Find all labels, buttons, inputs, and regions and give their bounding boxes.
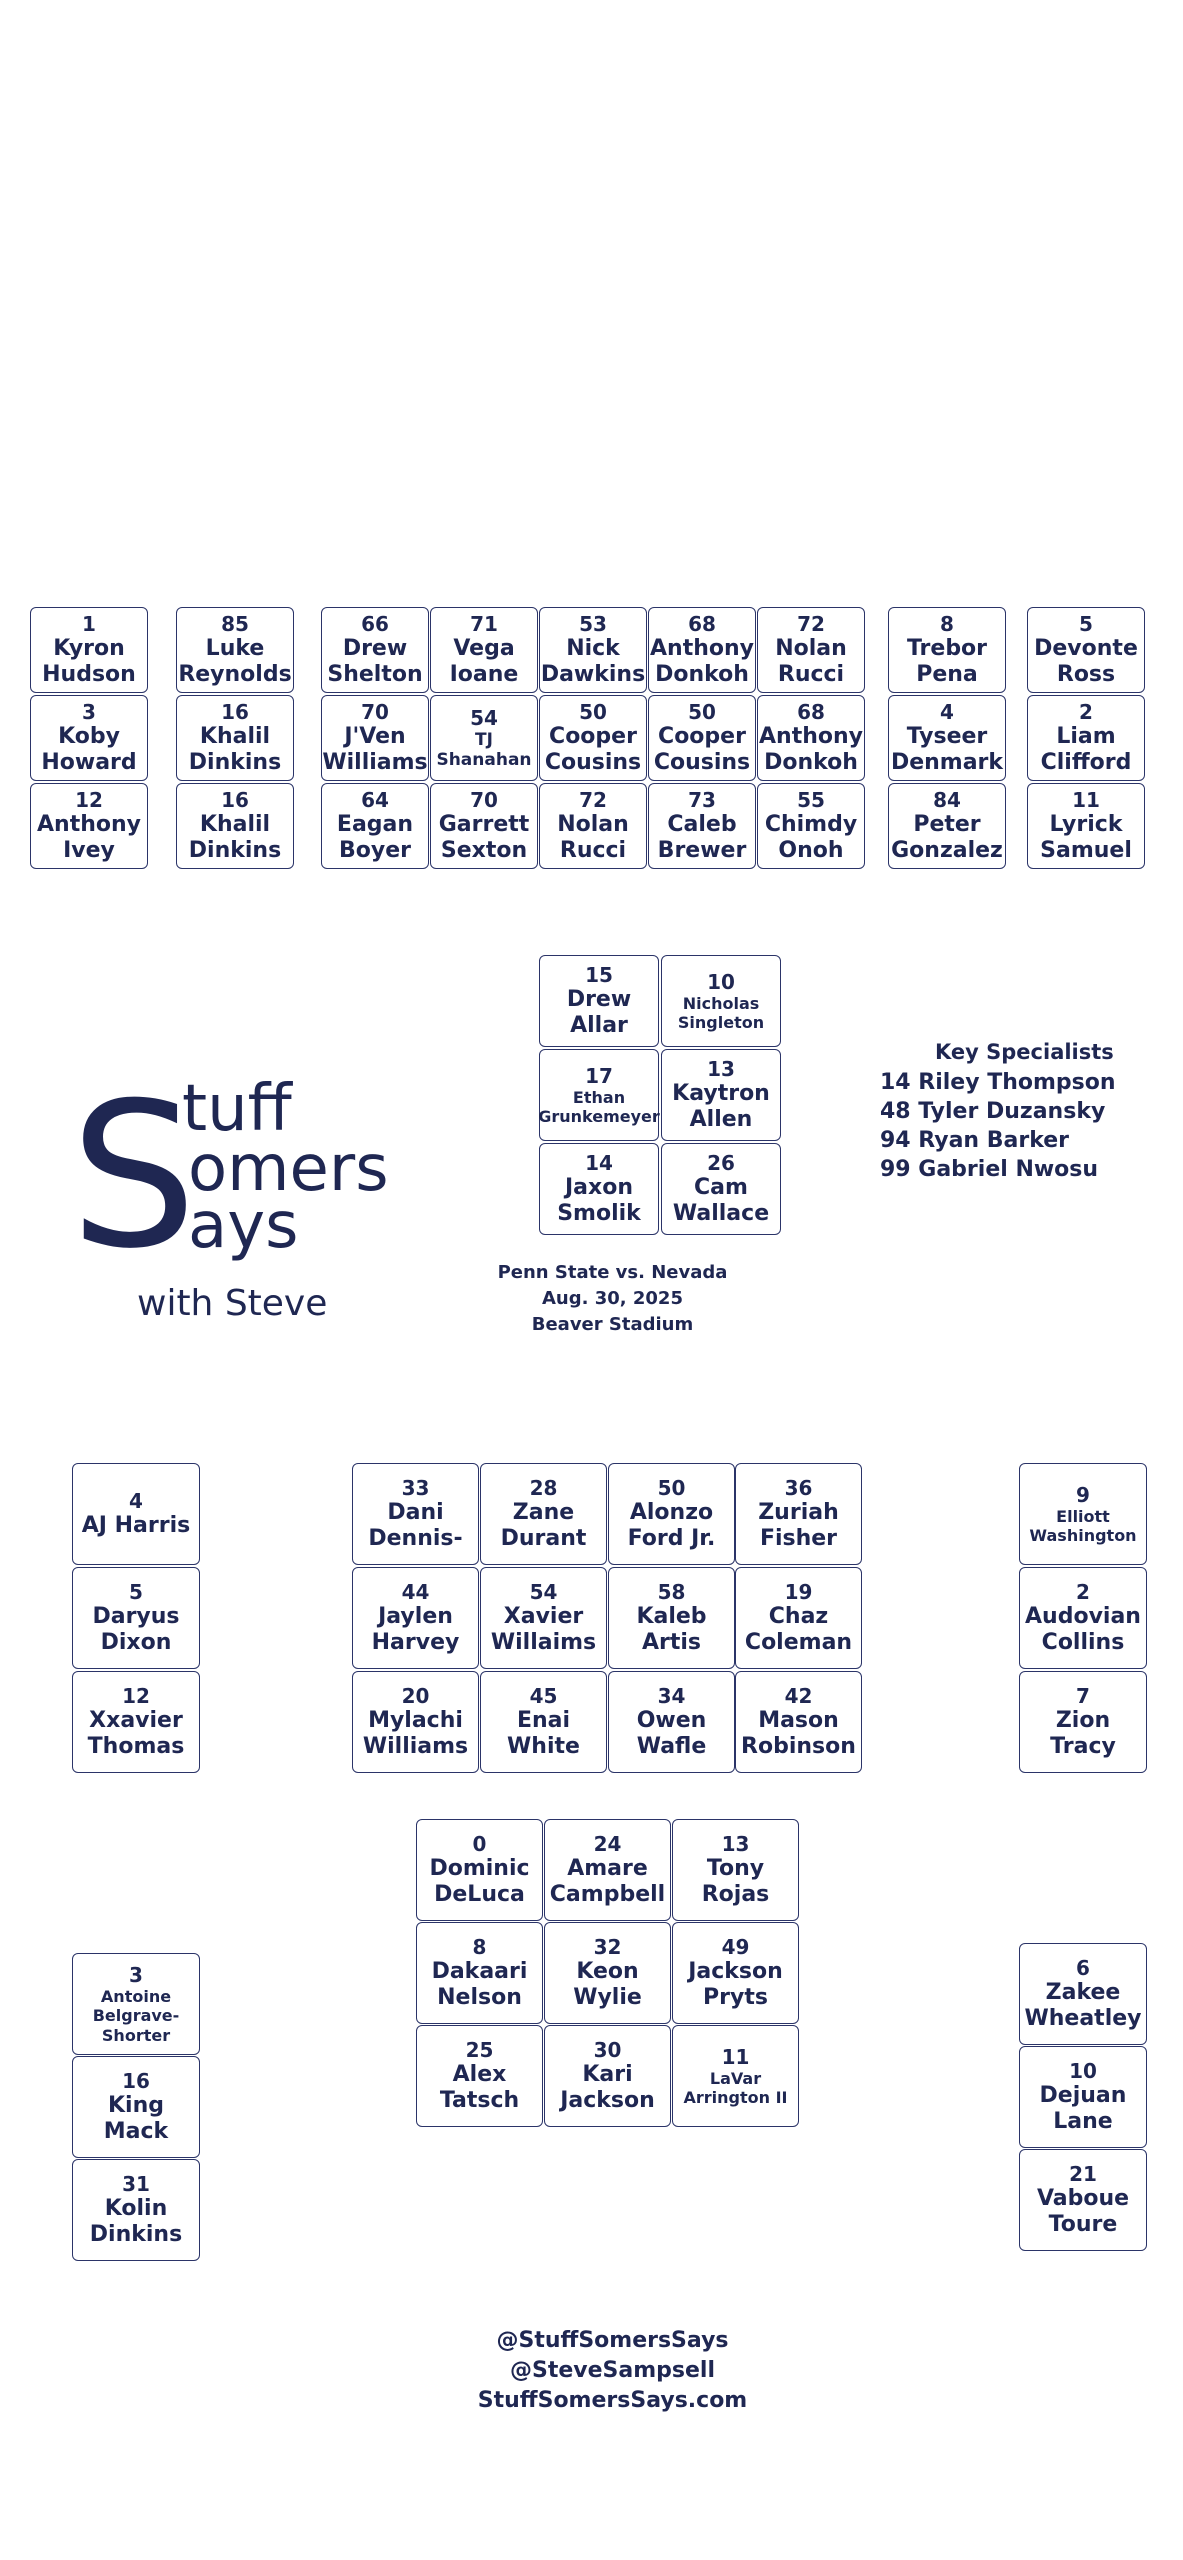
player-number: 66 [361,611,389,636]
player-name: LaVar Arrington II [683,2068,788,2107]
player-name: Kolin Dinkins [89,2195,183,2247]
player-card [1019,1463,1147,1565]
player-card [430,783,538,869]
player-name: Ethan Grunkemeyer [538,1087,660,1126]
player-number: 16 [221,699,249,724]
player-number: 42 [784,1683,813,1708]
player-number: 85 [221,611,249,636]
logo-tagline: with Steve [137,1283,328,1324]
player-card [661,955,781,1047]
player-number: 12 [122,1683,150,1708]
player-card [352,1671,479,1773]
player-name: Chimdy Onoh [764,811,858,863]
player-card [30,695,148,781]
player-card [539,607,647,693]
player-number: 34 [657,1683,686,1708]
player-card [539,955,659,1047]
stuff-somers-says-logo [70,1055,400,1335]
game-info [460,1260,765,1338]
player-name: Xxavier Thomas [87,1707,185,1759]
player-card [539,1049,659,1141]
player-number: 8 [472,1934,487,1959]
player-name: Owen Wafle [636,1707,707,1759]
player-card [352,1567,479,1669]
player-number: 10 [1069,2058,1097,2083]
game-venue: Beaver Stadium [531,1314,694,1335]
player-name: Nolan Rucci [557,811,629,863]
player-name: Luke Reynolds [178,635,292,687]
player-name: Nolan Rucci [775,635,847,687]
game-date: Aug. 30, 2025 [542,1288,683,1309]
player-card [321,783,429,869]
player-number: 5 [1079,611,1093,636]
player-name: Antoine Belgrave-Shorter [92,1987,180,2045]
player-card [544,2025,671,2127]
player-card [176,607,294,693]
player-card [888,695,1006,781]
logo-line2: omers [188,1132,389,1206]
player-card [480,1463,607,1565]
player-number: 68 [797,699,825,724]
specialist-item: 48 Tyler Duzansky [880,1099,1106,1124]
player-name: Nicholas Singleton [677,993,765,1032]
player-number: 8 [940,611,954,636]
player-number: 45 [529,1683,558,1708]
player-card [430,695,538,781]
player-number: 25 [465,2037,494,2062]
player-name: Kaleb Artis [636,1603,707,1655]
player-name: Devonte Ross [1034,635,1138,687]
player-number: 54 [529,1579,558,1604]
player-number: 70 [361,699,389,724]
logo-initial: S [70,1060,197,1293]
player-card [321,607,429,693]
player-name: Eagan Boyer [336,811,414,863]
player-number: 16 [122,2068,150,2093]
player-number: 7 [1076,1683,1090,1708]
player-card [661,1143,781,1235]
player-name: Kaytron Allen [672,1080,770,1132]
player-name: Trebor Pena [906,635,988,687]
player-card [672,1819,799,1921]
specialists-title: Key Specialists [935,1040,1114,1064]
player-card [539,783,647,869]
player-number: 20 [401,1683,430,1708]
player-name: Cam Wallace [672,1174,770,1226]
footer-twitter-handle: @StuffSomersSays [496,2328,729,2353]
player-number: 19 [784,1579,813,1604]
player-name: Keon Wylie [573,1958,642,2010]
player-card [176,695,294,781]
player-number: 5 [129,1579,143,1604]
player-number: 28 [529,1475,558,1500]
player-number: 26 [707,1150,735,1175]
player-name: Jaxon Smolik [557,1174,641,1226]
player-name: AJ Harris [81,1512,191,1538]
player-number: 53 [579,611,607,636]
player-name: Amare Campbell [549,1855,666,1907]
player-card [648,783,756,869]
player-number: 1 [82,611,96,636]
player-number: 33 [401,1475,430,1500]
player-number: 14 [585,1150,613,1175]
player-name: Drew Shelton [327,635,423,687]
game-matchup: Penn State vs. Nevada [497,1262,728,1283]
player-name: Caleb Brewer [657,811,747,863]
player-number: 13 [707,1056,735,1081]
player-name: J'Ven Williams [322,723,428,775]
player-name: Khalil Dinkins [188,723,282,775]
player-name: Tony Rojas [701,1855,770,1907]
player-number: 2 [1076,1579,1090,1604]
player-number: 64 [361,787,389,812]
player-card [416,1922,543,2024]
player-name: Daryus Dixon [92,1603,180,1655]
player-number: 72 [579,787,607,812]
player-name: Vega Ioane [449,635,519,687]
player-name: Mason Robinson [741,1707,856,1759]
player-card [1019,2149,1147,2251]
player-card [757,695,865,781]
specialist-item: 94 Ryan Barker [880,1128,1070,1153]
specialists-list [880,1068,1116,1184]
player-number: 13 [721,1831,750,1856]
player-number: 4 [940,699,954,724]
player-name: Alonzo Ford Jr. [627,1499,716,1551]
player-number: 2 [1079,699,1093,724]
player-name: Peter Gonzalez [891,811,1003,863]
player-number: 32 [593,1934,622,1959]
footer [440,2326,785,2416]
player-number: 6 [1076,1955,1090,1980]
player-card [72,2159,200,2261]
player-number: 11 [1072,787,1100,812]
player-card [72,1953,200,2055]
player-name: Kyron Hudson [42,635,136,687]
player-number: 17 [585,1063,613,1088]
player-number: 10 [707,969,735,994]
player-name: Khalil Dinkins [188,811,282,863]
player-name: Lyrick Samuel [1040,811,1132,863]
player-name: Nick Dawkins [540,635,646,687]
player-card [757,783,865,869]
player-number: 49 [721,1934,750,1959]
player-card [72,2056,200,2158]
player-name: King Mack [103,2092,169,2144]
player-number: 11 [721,2044,750,2069]
player-card [416,1819,543,1921]
player-card [430,607,538,693]
player-card [735,1463,862,1565]
player-card [1027,607,1145,693]
player-name: Jaylen Harvey [371,1603,460,1655]
player-name: Chaz Coleman [744,1603,853,1655]
player-card [72,1671,200,1773]
player-name: Dakaari Nelson [431,1958,528,2010]
logo-line3: ays [188,1189,299,1263]
player-card [480,1567,607,1669]
player-card [888,607,1006,693]
player-number: 50 [579,699,607,724]
player-card [416,2025,543,2127]
player-name: Mylachi Williams [362,1707,469,1759]
specialist-item: 99 Gabriel Nwosu [880,1157,1099,1182]
player-name: Elliott Washington [1029,1506,1137,1545]
player-number: 72 [797,611,825,636]
player-number: 36 [784,1475,813,1500]
player-name: Zuriah Fisher [758,1499,839,1551]
player-number: 12 [75,787,103,812]
player-card [648,695,756,781]
player-name: Dominic DeLuca [429,1855,530,1907]
player-card [648,607,756,693]
player-card [672,2025,799,2127]
player-card [72,1567,200,1669]
player-number: 30 [593,2037,622,2062]
player-card [888,783,1006,869]
player-number: 50 [657,1475,686,1500]
player-card [608,1671,735,1773]
player-name: Cooper Cousins [544,723,642,775]
player-name: Anthony Donkoh [650,635,754,687]
player-number: 31 [122,2171,150,2196]
player-number: 3 [129,1963,143,1988]
player-name: Tyseer Denmark [890,723,1004,775]
player-card [321,695,429,781]
player-name: Liam Clifford [1040,723,1132,775]
player-card [30,783,148,869]
player-number: 16 [221,787,249,812]
player-number: 24 [593,1831,622,1856]
player-number: 84 [933,787,961,812]
player-number: 3 [82,699,96,724]
player-card [480,1671,607,1773]
player-name: Vaboue Toure [1036,2185,1130,2237]
player-number: 73 [688,787,716,812]
player-name: Anthony Donkoh [759,723,863,775]
player-card [608,1463,735,1565]
player-name: Xavier Willaims [490,1603,597,1655]
player-number: 54 [470,705,498,730]
player-card [352,1463,479,1565]
player-name: Alex Tatsch [439,2061,520,2113]
player-card [72,1463,200,1565]
player-card [735,1567,862,1669]
player-number: 71 [470,611,498,636]
logo-line1: tuff [182,1072,292,1146]
player-card [176,783,294,869]
player-card [1019,2046,1147,2148]
player-name: Garrett Sexton [438,811,530,863]
player-number: 58 [657,1579,686,1604]
player-number: 4 [129,1488,143,1513]
player-name: Dejuan Lane [1039,2082,1127,2134]
player-name: Zane Durant [500,1499,587,1551]
player-card [1019,1567,1147,1669]
player-card [539,1143,659,1235]
player-number: 50 [688,699,716,724]
footer-website: StuffSomersSays.com [477,2388,748,2413]
player-number: 0 [472,1831,487,1856]
footer-author-handle: @SteveSampsell [509,2358,715,2383]
player-card [1019,1943,1147,2045]
player-name: Zion Tracy [1050,1707,1116,1759]
player-number: 9 [1076,1482,1090,1507]
player-card [735,1671,862,1773]
player-number: 68 [688,611,716,636]
player-name: Anthony Ivey [37,811,141,863]
player-card [661,1049,781,1141]
player-card [1019,1671,1147,1773]
player-card [30,607,148,693]
player-name: TJ Shanahan [436,729,532,770]
player-number: 44 [401,1579,430,1604]
player-card [544,1922,671,2024]
player-number: 55 [797,787,825,812]
player-name: Koby Howard [41,723,137,775]
player-number: 70 [470,787,498,812]
player-card [1027,695,1145,781]
player-card [544,1819,671,1921]
specialist-item: 14 Riley Thompson [880,1070,1116,1095]
player-number: 15 [585,962,613,987]
player-number: 21 [1069,2161,1097,2186]
player-card [608,1567,735,1669]
player-name: Kari Jackson [560,2061,655,2113]
player-card [672,1922,799,2024]
player-name: Drew Allar [566,986,632,1038]
player-card [539,695,647,781]
player-card [757,607,865,693]
player-name: Jackson Pryts [688,1958,783,2010]
player-card [1027,783,1145,869]
player-name: Dani Dennis- [368,1499,463,1551]
player-name: Enai White [507,1707,580,1759]
player-name: Audovian Collins [1025,1603,1141,1655]
player-name: Cooper Cousins [653,723,751,775]
player-name: Zakee Wheatley [1024,1979,1142,2031]
